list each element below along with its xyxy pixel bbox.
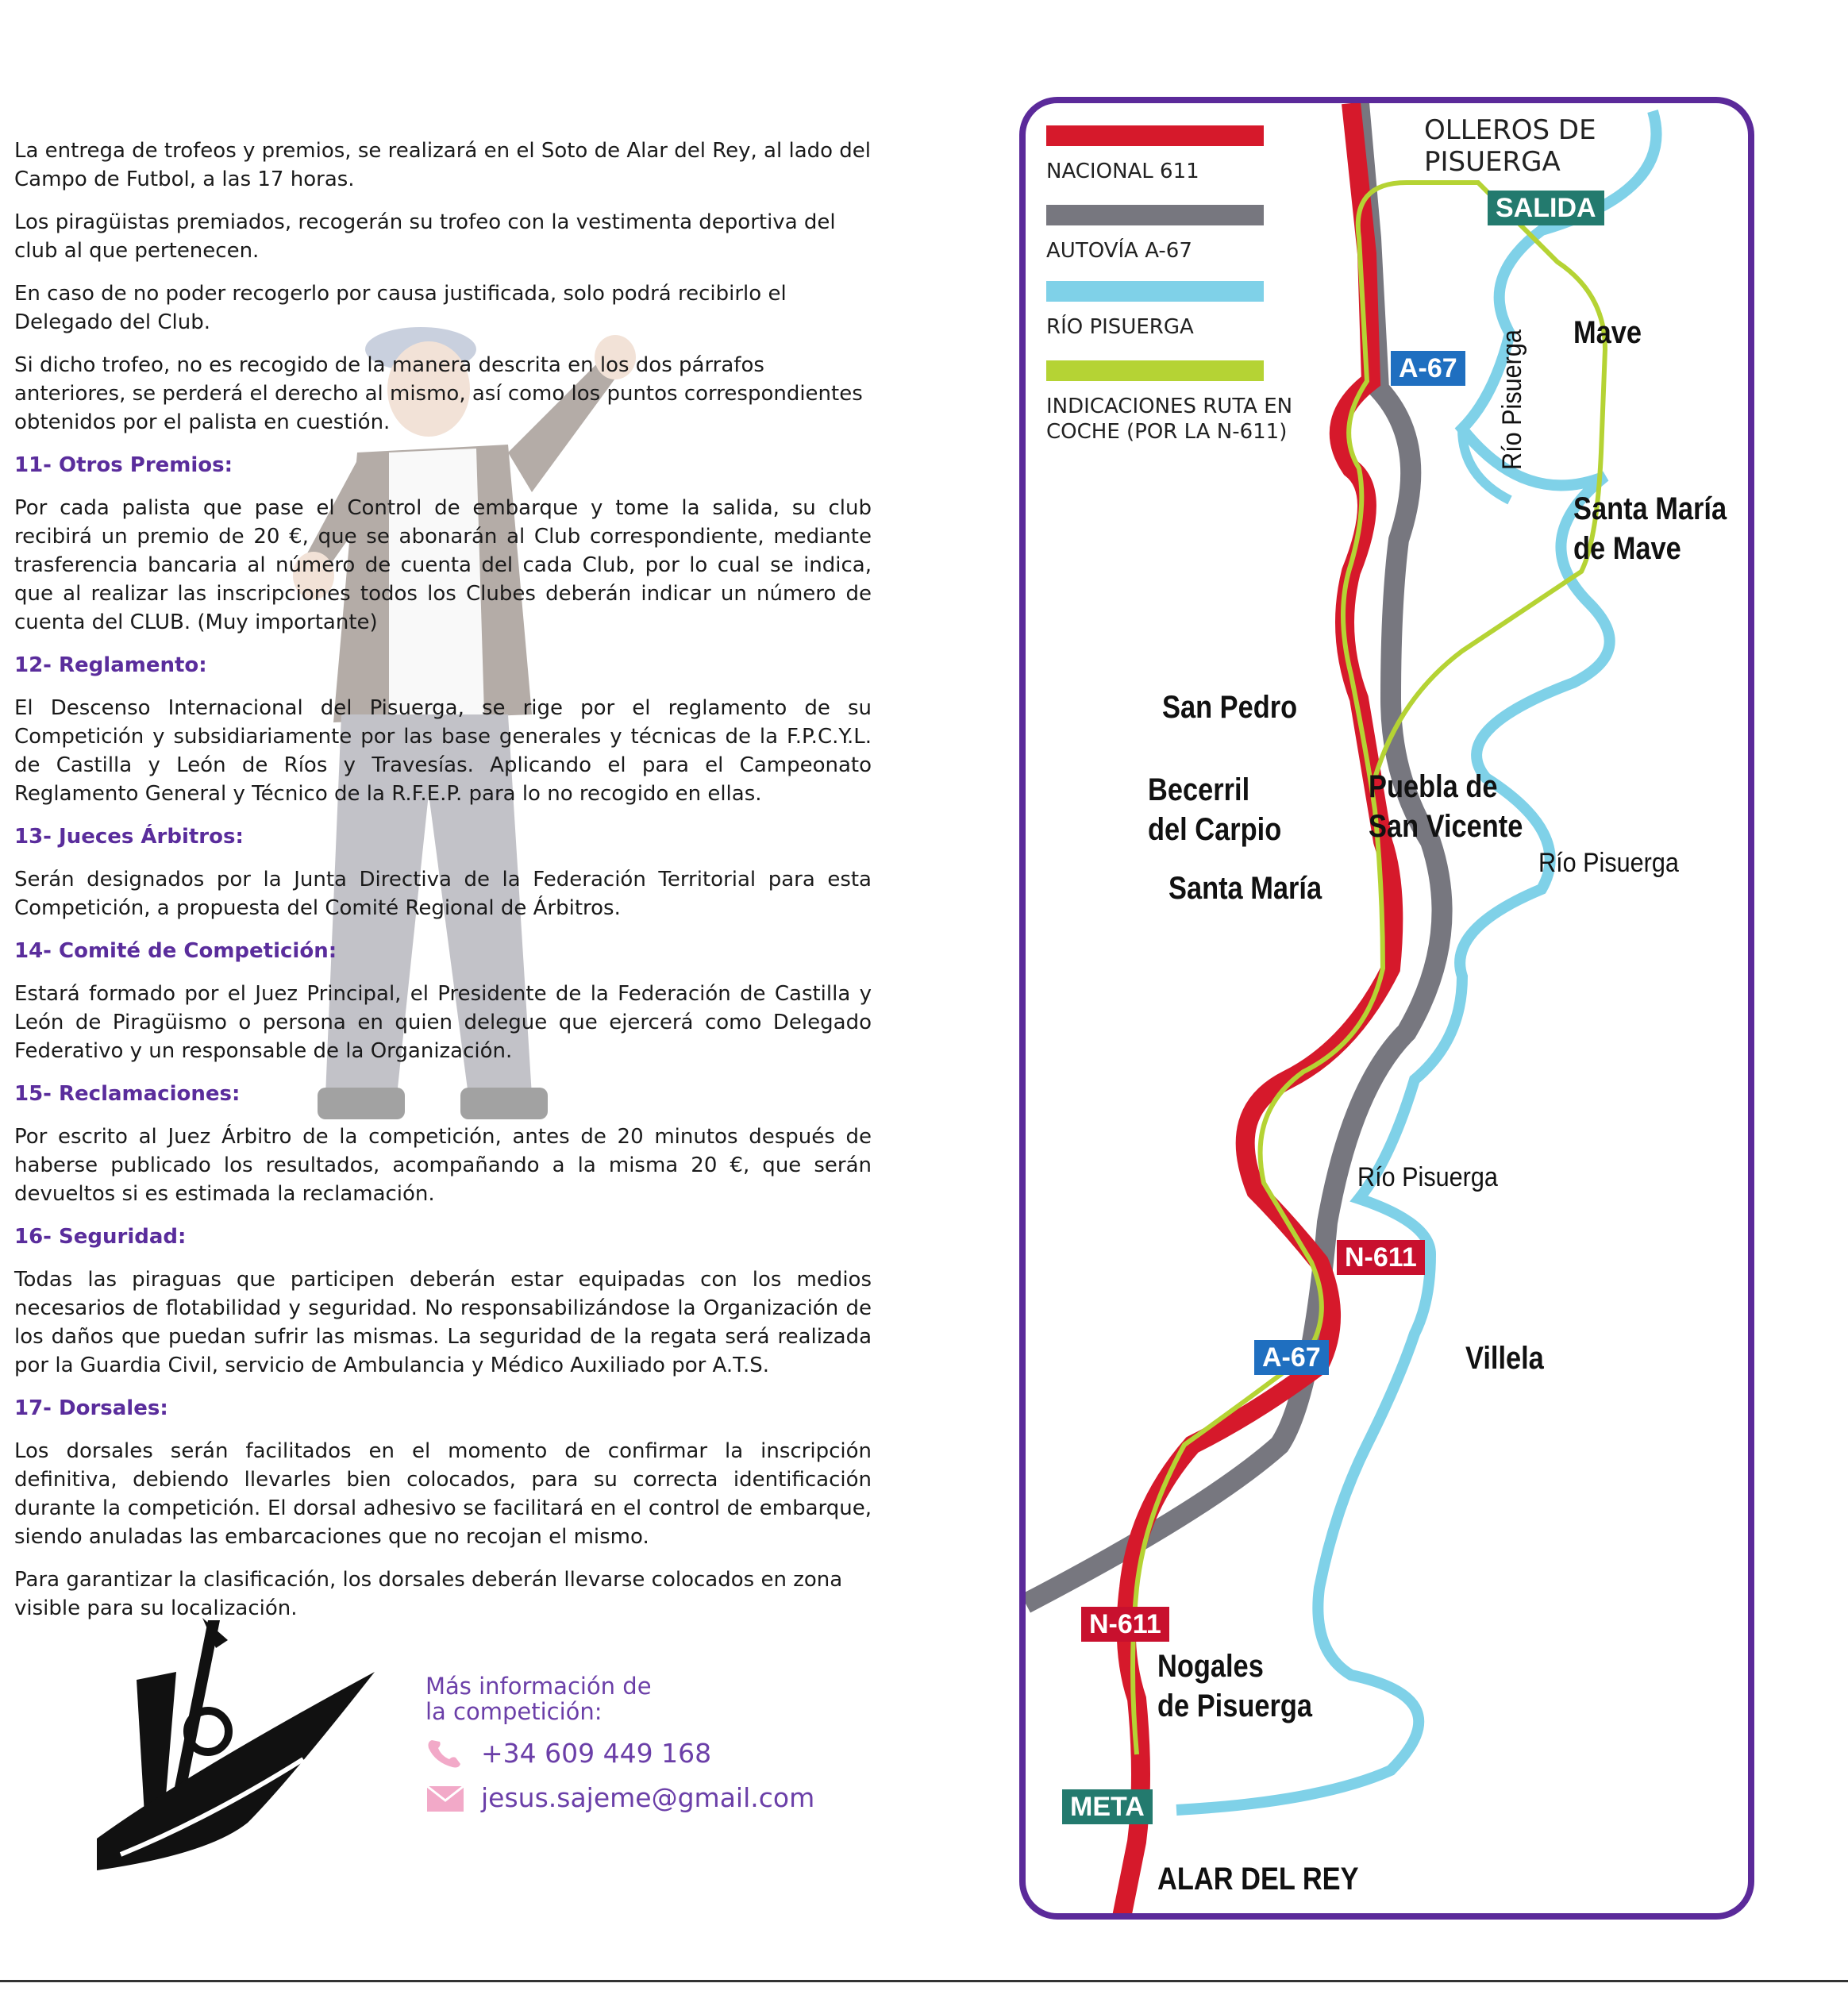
page-bottom-rule — [0, 1980, 1848, 1982]
place-santa-maria: Santa María — [1168, 871, 1322, 906]
closing-paragraph: Para garantizar la clasificación, los dorsales deberán llevarse colocados en zona visible para su localización. — [14, 1568, 843, 1620]
legend-ruta-coche — [1046, 360, 1316, 445]
section-16-title: 16- Seguridad: — [14, 1225, 187, 1249]
phone-row[interactable] — [425, 1737, 814, 1769]
legend-nacional-611 — [1046, 125, 1264, 184]
phone-icon — [425, 1737, 465, 1769]
legend-label: NACIONAL 611 — [1046, 160, 1199, 183]
river-label-mid: Río Pisuerga — [1538, 848, 1679, 878]
sign-a67-bottom: A-67 — [1254, 1340, 1329, 1375]
section-11-title: 11- Otros Premios: — [14, 453, 233, 477]
intro-paragraph-2: Los piragüistas premiados, recogerán su trofeo con la vestimenta deportiva del club al que pertenecen. — [14, 210, 836, 263]
phone-number[interactable]: +34 609 449 168 — [481, 1737, 712, 1769]
legend-autovia-a67 — [1046, 205, 1264, 264]
email-address[interactable]: jesus.sajeme@gmail.com — [481, 1781, 815, 1813]
contact-block — [425, 1673, 814, 1813]
section-16-body: Todas las piraguas que participen deberán estar equipadas con los medios necesarios de flotabilidad y seguridad. No responsabilizándose la Organización de los daños que puedan sufrir las mismas. La seguridad de la regata será realizada por la Guardia Civil, servicio de Ambulancia y Médico Auxiliado por A.T.S. — [14, 1268, 872, 1377]
section-13-title: 13- Jueces Árbitros: — [14, 825, 244, 849]
legend-swatch-blue — [1046, 281, 1264, 302]
legend-rio-pisuerga — [1046, 281, 1264, 340]
section-15-title: 15- Reclamaciones: — [14, 1082, 241, 1106]
rules-text-column — [14, 137, 872, 1637]
place-nogales-1: Nogales — [1157, 1649, 1264, 1684]
river-label-lower: Río Pisuerga — [1357, 1162, 1498, 1192]
intro-paragraph-3: En caso de no poder recogerlo por causa justificada, solo podrá recibirlo el Delegado del Club. — [14, 282, 787, 334]
sign-meta: META — [1062, 1789, 1153, 1824]
place-mave: Mave — [1573, 315, 1642, 350]
place-nogales-2: de Pisuerga — [1157, 1689, 1313, 1723]
place-santa-maria-de-mave-2: de Mave — [1573, 531, 1681, 566]
envelope-icon — [425, 1781, 465, 1813]
legend-swatch-red — [1046, 125, 1264, 146]
email-row[interactable] — [425, 1781, 814, 1813]
place-san-pedro: San Pedro — [1162, 690, 1298, 725]
intro-paragraph-1: La entrega de trofeos y premios, se realizará en el Soto de Alar del Rey, al lado del Campo de Futbol, a las 17 horas. — [14, 139, 872, 191]
place-villela: Villela — [1465, 1341, 1544, 1376]
legend-label: AUTOVÍA A-67 — [1046, 239, 1192, 263]
legend-label: RÍO PISUERGA — [1046, 315, 1194, 339]
legend-swatch-green — [1046, 360, 1264, 381]
sign-salida: SALIDA — [1488, 191, 1604, 225]
place-puebla-1: Puebla de — [1369, 769, 1498, 804]
sign-n611-mid: N-611 — [1337, 1240, 1425, 1275]
place-santa-maria-de-mave-1: Santa María — [1573, 491, 1727, 526]
section-12-title: 12- Reglamento: — [14, 653, 207, 677]
legend-swatch-grey — [1046, 205, 1264, 225]
place-puebla-2: San Vicente — [1369, 809, 1523, 844]
sign-n611-bottom: N-611 — [1081, 1607, 1169, 1642]
sign-a67-top: A-67 — [1391, 351, 1465, 386]
river-label-vertical: Río Pisuerga — [1497, 329, 1527, 470]
route-map — [1018, 95, 1756, 1921]
section-14-title: 14- Comité de Competición: — [14, 939, 337, 963]
intro-paragraph-4: Si dicho trofeo, no es recogido de la manera descrita en los dos párrafos anteriores, se perderá el derecho al mismo, así como los puntos correspondientes obtenidos por el palista en cuestión. — [14, 353, 863, 434]
section-11-body: Por cada palista que pase el Control de embarque y tome la salida, su club recibirá un premio de 20 €, que se abonarán al Club correspondiente, mediante trasferencia bancaria al número de cuenta del cada Club, por lo cual se indica, que al realizar las inscripciones todos los Clubes deberán indicar un número de cuenta del CLUB. (Muy importante) — [14, 496, 872, 634]
more-info-heading: Más información de la competición: — [425, 1673, 652, 1725]
place-alar-del-rey: ALAR DEL REY — [1157, 1862, 1359, 1897]
legend-label: INDICACIONES RUTA EN COCHE (POR LA N-611) — [1046, 395, 1293, 444]
section-17-body: Los dorsales serán facilitados en el momento de confirmar la inscripción definitiva, debiendo llevarles bien colocados, para su correcta identificación durante la competición. El dorsal adhesivo se facilitará en el control de embarque, siendo anuladas las embarcaciones que no recojan el mismo. — [14, 1439, 872, 1549]
section-15-body: Por escrito al Juez Árbitro de la competición, antes de 20 minutos después de haberse publicado los resultados, acompañando a la misma 20 €, que serán devueltos si es estimada la reclamación. — [14, 1125, 872, 1206]
kayak-logo-icon — [89, 1616, 383, 1894]
section-12-body: El Descenso Internacional del Pisuerga, se rige por el reglamento de su Competición y subsidiariamente por las base generales y técnicas de la F.P.C.Y.L. de Castilla y León de Ríos y Travesías. Aplicando el para el Campeonato Reglamento General y Técnico de la R.F.E.P. para lo no recogido en ellas. — [14, 696, 872, 806]
section-14-body: Estará formado por el Juez Principal, el Presidente de la Federación de Castilla y León de Piragüismo o persona en quien delegue que ejercerá como Delegado Federativo y un responsable de la Organización. — [14, 982, 872, 1063]
section-13-body: Serán designados por la Junta Directiva de la Federación Territorial para esta Competición, a propuesta del Comité Regional de Árbitros. — [14, 868, 872, 920]
town-olleros-de-pisuerga: OLLEROS DE PISUERGA — [1424, 114, 1596, 178]
section-17-title: 17- Dorsales: — [14, 1396, 168, 1420]
place-becerril-1: Becerril — [1148, 772, 1250, 807]
place-becerril-2: del Carpio — [1148, 812, 1282, 847]
